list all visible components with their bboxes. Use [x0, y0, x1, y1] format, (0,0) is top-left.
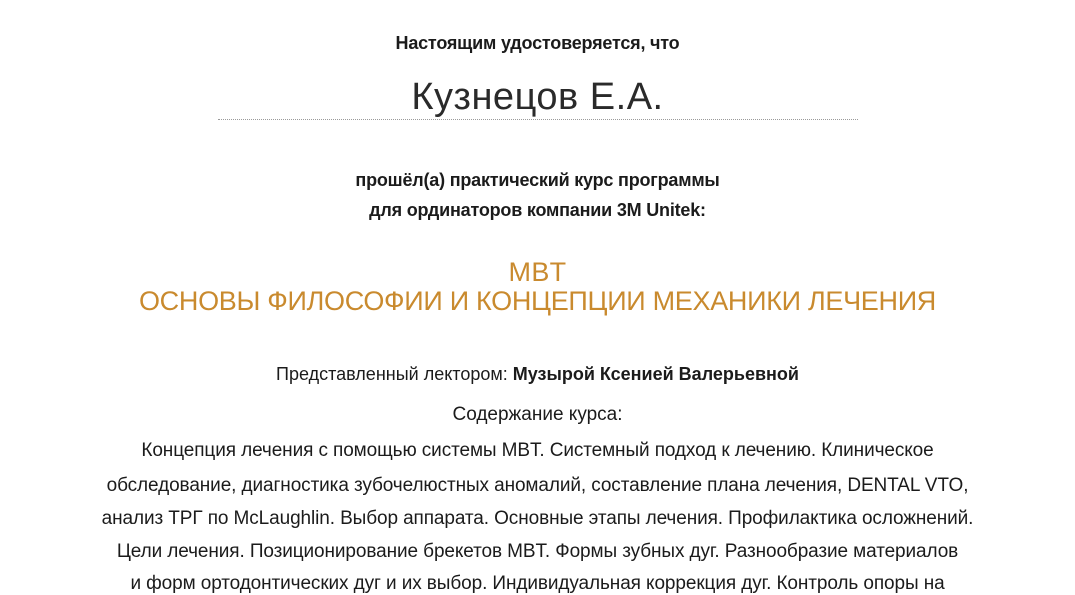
contents-line: обследование, диагностика зубочелюстных аномалий, составление плана лечения, DENTAL VTO, [106, 475, 969, 496]
recipient-name: Кузнецов Е.А. [411, 76, 664, 118]
contents-heading: Содержание курса: [452, 404, 623, 425]
lecturer-name: Музырой Ксенией Валерьевной [512, 364, 799, 384]
contents-line: и форм ортодонтических дуг и их выбор. Индивидуальная коррекция дуг. Контроль опоры на [130, 573, 945, 594]
lecturer-label: Представленный лектором: [276, 364, 508, 384]
name-underline [218, 119, 858, 120]
contents-line: анализ ТРГ по McLaughlin. Выбор аппарата. Основные этапы лечения. Профилактика осложнений. [101, 508, 974, 529]
certificate-intro: Настоящим удостоверяется, что [395, 33, 680, 53]
contents-line: Концепция лечения с помощью системы MBT. Системный подход к лечению. Клиническое [141, 440, 934, 461]
completed-statement-line-2: для ординаторов компании 3M Unitek: [369, 200, 706, 220]
contents-line: Цели лечения. Позиционирование брекетов MBT. Формы зубных дуг. Разнообразие материалов [116, 541, 959, 562]
course-title: ОСНОВЫ ФИЛОСОФИИ И КОНЦЕПЦИИ МЕХАНИКИ ЛЕЧЕНИЯ [138, 286, 936, 316]
course-abbreviation: MBT [508, 257, 567, 287]
completed-statement-line-1: прошёл(а) практический курс программы [355, 170, 720, 190]
lecturer-line [0, 364, 1075, 385]
